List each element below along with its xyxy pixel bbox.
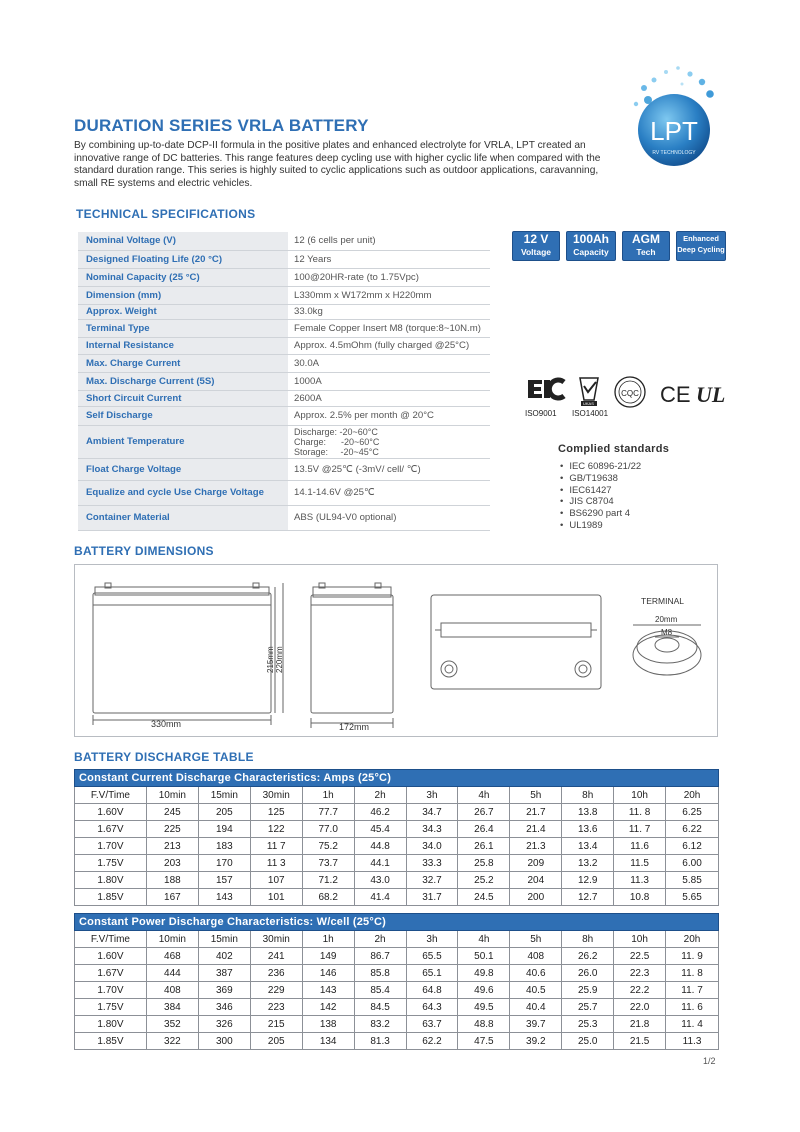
table-cell: 11.6 (614, 838, 666, 855)
table-cell: 83.2 (354, 1016, 406, 1033)
table-cell: 26.1 (458, 838, 510, 855)
table-cell: 25.3 (562, 1016, 614, 1033)
terminal-inner-label: M8 (661, 628, 673, 637)
table-cell: 10.8 (614, 889, 666, 906)
table-cell: 138 (302, 1016, 354, 1033)
table-cell: 43.0 (354, 872, 406, 889)
spec-value: L330mm x W172mm x H220mm (288, 286, 490, 304)
table-cell: 6.25 (666, 804, 719, 821)
spec-key: Float Charge Voltage (78, 458, 288, 480)
table-cell: 45.4 (354, 821, 406, 838)
table-cell: 85.8 (354, 965, 406, 982)
height1-label: 215mm (266, 646, 275, 673)
table-cell: 25.0 (562, 1033, 614, 1050)
table-cell: 1.85V (75, 889, 147, 906)
badge-value: 100Ah (572, 232, 610, 246)
column-header: 10h (614, 931, 666, 948)
spec-value: 12 Years (288, 250, 490, 268)
spec-value: Approx. 2.5% per month @ 20°C (288, 406, 490, 425)
certification-logos (520, 372, 730, 420)
table-cell: 1.70V (75, 838, 147, 855)
table-cell: 369 (198, 982, 250, 999)
spec-value: 100@20HR-rate (to 1.75Vpc) (288, 268, 490, 286)
table-cell: 229 (250, 982, 302, 999)
table-cell: 157 (198, 872, 250, 889)
iso9001-icon (525, 380, 564, 418)
table-cell: 34.3 (406, 821, 458, 838)
spec-row (78, 480, 490, 505)
table-cell: 49.8 (458, 965, 510, 982)
spec-row (78, 390, 490, 406)
table-cell: 62.2 (406, 1033, 458, 1050)
ukas-label: UKAS (583, 401, 594, 406)
table-cell: 26.4 (458, 821, 510, 838)
spec-value: Discharge: -20~60°C Charge: -20~60°C Storage: -20~45°C (288, 425, 490, 458)
table-cell: 12.9 (562, 872, 614, 889)
table-row (75, 855, 719, 872)
spec-row (78, 232, 490, 250)
table-cell: 11. 7 (614, 821, 666, 838)
column-header: 5h (510, 931, 562, 948)
spec-key: Approx. Weight (78, 304, 288, 319)
table-cell: 81.3 (354, 1033, 406, 1050)
table-cell: 13.4 (562, 838, 614, 855)
table-cell: 11.5 (614, 855, 666, 872)
table-cell: 22.3 (614, 965, 666, 982)
spec-value: 1000A (288, 372, 490, 390)
spec-key: Max. Discharge Current (5S) (78, 372, 288, 390)
spec-key: Container Material (78, 505, 288, 530)
spec-row (78, 268, 490, 286)
list-item: • UL1989 (560, 520, 641, 532)
table-cell: 13.6 (562, 821, 614, 838)
spec-row (78, 250, 490, 268)
table-cell: 75.2 (302, 838, 354, 855)
table-cell: 236 (250, 965, 302, 982)
table-cell: 402 (198, 948, 250, 965)
list-item: • IEC61427 (560, 485, 641, 497)
badge-value: Enhanced (683, 234, 719, 243)
table-cell: 40.5 (510, 982, 562, 999)
table-cell: 13.2 (562, 855, 614, 872)
lpt-logo (622, 60, 732, 170)
spec-key: Short Circuit Current (78, 390, 288, 406)
table-cell: 64.8 (406, 982, 458, 999)
table-cell: 408 (510, 948, 562, 965)
table-row (75, 1033, 719, 1050)
table-row (75, 804, 719, 821)
spec-key: Designed Floating Life (20 °C) (78, 250, 288, 268)
ul-label: UL (696, 382, 726, 407)
spec-key: Max. Charge Current (78, 354, 288, 372)
table-cell: 24.5 (458, 889, 510, 906)
ul-mark-icon (696, 382, 725, 407)
iso9001-label: ISO9001 (525, 409, 557, 418)
spec-key: Internal Resistance (78, 337, 288, 354)
voltage-badge (512, 231, 560, 261)
list-item: • JIS C8704 (560, 496, 641, 508)
table-cell: 77.7 (302, 804, 354, 821)
spec-row (78, 505, 490, 530)
deep-cycling-badge (676, 231, 726, 261)
list-item: • IEC 60896-21/22 (560, 461, 641, 473)
badge-value: 12 V (523, 232, 549, 246)
table-cell: 77.0 (302, 821, 354, 838)
badge-label: Voltage (520, 247, 552, 257)
ce-label: CE (660, 382, 691, 407)
column-header: 2h (354, 787, 406, 804)
table-cell: 31.7 (406, 889, 458, 906)
table-cell: 50.1 (458, 948, 510, 965)
table-row (75, 999, 719, 1016)
table-cell: 65.5 (406, 948, 458, 965)
column-header: 20h (666, 787, 719, 804)
table-cell: 39.2 (510, 1033, 562, 1050)
spec-table (78, 232, 490, 531)
badge-label: Capacity (573, 247, 609, 257)
table-row (75, 965, 719, 982)
table-cell: 167 (146, 889, 198, 906)
standards-list (560, 461, 641, 532)
column-header: 1h (302, 787, 354, 804)
table-cell: 204 (510, 872, 562, 889)
table-cell: 1.60V (75, 948, 147, 965)
table-cell: 142 (302, 999, 354, 1016)
table-cell: 25.9 (562, 982, 614, 999)
spec-row (78, 337, 490, 354)
table-cell: 134 (302, 1033, 354, 1050)
column-header: 10min (146, 787, 198, 804)
badge-label: Deep Cycling (677, 245, 725, 254)
table-cell: 41.4 (354, 889, 406, 906)
table-cell: 21.7 (510, 804, 562, 821)
table-cell: 170 (198, 855, 250, 872)
table-cell: 26.2 (562, 948, 614, 965)
table-cell: 209 (510, 855, 562, 872)
table-cell: 194 (198, 821, 250, 838)
table-header-row (75, 787, 719, 804)
table-cell: 11 7 (250, 838, 302, 855)
column-header: 10h (614, 787, 666, 804)
table-header-row (75, 931, 719, 948)
table-cell: 122 (250, 821, 302, 838)
table-cell: 85.4 (354, 982, 406, 999)
table-cell: 39.7 (510, 1016, 562, 1033)
battery-dimensions-heading: BATTERY DIMENSIONS (74, 544, 214, 558)
table-cell: 225 (146, 821, 198, 838)
spec-value: 13.5V @25℃ (-3mV/ cell/ ℃) (288, 458, 490, 480)
table-cell: 188 (146, 872, 198, 889)
spec-value: 30.0A (288, 354, 490, 372)
agm-badge (622, 231, 670, 261)
column-header: 20h (666, 931, 719, 948)
spec-row (78, 319, 490, 337)
table-cell: 22.2 (614, 982, 666, 999)
dimension-drawing-box (74, 564, 718, 737)
table-row (75, 838, 719, 855)
table-cell: 40.6 (510, 965, 562, 982)
spec-value: ABS (UL94-V0 optional) (288, 505, 490, 530)
table-cell: 26.0 (562, 965, 614, 982)
table-cell: 11 3 (250, 855, 302, 872)
spec-key: Nominal Voltage (V) (78, 232, 288, 250)
tech-spec-heading: TECHNICAL SPECIFICATIONS (76, 207, 256, 221)
table-cell: 352 (146, 1016, 198, 1033)
column-header: 30min (250, 931, 302, 948)
ce-mark-icon (660, 382, 691, 407)
table-cell: 12.7 (562, 889, 614, 906)
capacity-badge (566, 231, 616, 261)
table-cell: 468 (146, 948, 198, 965)
height2-label: 220mm (275, 646, 284, 673)
table-cell: 326 (198, 1016, 250, 1033)
iso14001-label: ISO14001 (572, 409, 609, 418)
table-cell: 26.7 (458, 804, 510, 821)
table-cell: 21.8 (614, 1016, 666, 1033)
table-cell: 205 (250, 1033, 302, 1050)
table-cell: 1.80V (75, 1016, 147, 1033)
table-cell: 1.67V (75, 965, 147, 982)
badge-value: AGM (632, 232, 660, 246)
complied-standards-heading: Complied standards (558, 443, 670, 455)
column-header: 15min (198, 787, 250, 804)
column-header: 4h (458, 931, 510, 948)
side-view (311, 583, 393, 728)
page-number: 1/2 (703, 1056, 716, 1066)
spec-value: 12 (6 cells per unit) (288, 232, 490, 250)
table-cell: 25.2 (458, 872, 510, 889)
spec-row (78, 286, 490, 304)
cqc-icon (615, 377, 645, 407)
intro-paragraph: By combining up-to-date DCP-II formula in the positive plates and enhanced electrolyte for VRLA, LPT created an innovative range of DC batteries. This range features deep cycling use with higher cyclic life when compared with the standard duration range. This series is highly suited to cyclic applications such as outdoor applications, caravanning, small RE systems and electric vehicles. (74, 140, 601, 189)
logo-subtext: RV TECHNOLOGY (652, 150, 696, 156)
table-cell: 21.4 (510, 821, 562, 838)
terminal-label: TERMINAL (641, 596, 684, 606)
spec-row (78, 304, 490, 319)
table-cell: 32.7 (406, 872, 458, 889)
spec-row (78, 406, 490, 425)
table-cell: 22.5 (614, 948, 666, 965)
constant-power-table (74, 913, 719, 1050)
table-cell: 107 (250, 872, 302, 889)
table-cell: 213 (146, 838, 198, 855)
table-cell: 25.7 (562, 999, 614, 1016)
table-cell: 322 (146, 1033, 198, 1050)
spec-key: Ambient Temperature (78, 425, 288, 458)
table-cell: 384 (146, 999, 198, 1016)
table-cell: 34.7 (406, 804, 458, 821)
table-cell: 245 (146, 804, 198, 821)
table-cell: 33.3 (406, 855, 458, 872)
spec-row (78, 425, 490, 458)
table-cell: 387 (198, 965, 250, 982)
column-header: 1h (302, 931, 354, 948)
table-cell: 11.3 (666, 1033, 719, 1050)
table-cell: 71.2 (302, 872, 354, 889)
iso14001-icon (572, 378, 609, 418)
table-cell: 6.12 (666, 838, 719, 855)
table-cell: 5.65 (666, 889, 719, 906)
table-cell: 21.5 (614, 1033, 666, 1050)
table-cell: 34.0 (406, 838, 458, 855)
table-cell: 1.80V (75, 872, 147, 889)
table-caption: Constant Power Discharge Characteristics: W/cell (25°C) (75, 914, 719, 931)
table-row (75, 1016, 719, 1033)
table-cell: 65.1 (406, 965, 458, 982)
length-label: 330mm (151, 719, 182, 729)
table-cell: 11. 4 (666, 1016, 719, 1033)
spec-value: 2600A (288, 390, 490, 406)
table-cell: 11. 8 (666, 965, 719, 982)
table-caption: Constant Current Discharge Characteristics: Amps (25°C) (75, 770, 719, 787)
discharge-table-heading: BATTERY DISCHARGE TABLE (74, 750, 254, 764)
spec-row (78, 372, 490, 390)
column-header: 3h (406, 931, 458, 948)
table-cell: 143 (198, 889, 250, 906)
table-cell: 47.5 (458, 1033, 510, 1050)
table-cell: 149 (302, 948, 354, 965)
table-row (75, 948, 719, 965)
column-header: 30min (250, 787, 302, 804)
table-cell: 241 (250, 948, 302, 965)
table-cell: 49.5 (458, 999, 510, 1016)
column-header: 2h (354, 931, 406, 948)
table-cell: 300 (198, 1033, 250, 1050)
spec-value: 14.1-14.6V @25℃ (288, 480, 490, 505)
badge-label: Tech (636, 247, 656, 257)
table-cell: 48.8 (458, 1016, 510, 1033)
page-title: DURATION SERIES VRLA BATTERY (74, 116, 369, 135)
width-label: 172mm (339, 722, 370, 732)
table-cell: 6.00 (666, 855, 719, 872)
spec-row (78, 354, 490, 372)
column-header: 8h (562, 787, 614, 804)
table-cell: 200 (510, 889, 562, 906)
list-item: • BS6290 part 4 (560, 508, 641, 520)
table-cell: 1.70V (75, 982, 147, 999)
table-cell: 11. 7 (666, 982, 719, 999)
table-cell: 1.85V (75, 1033, 147, 1050)
table-cell: 68.2 (302, 889, 354, 906)
column-header: 5h (510, 787, 562, 804)
spec-value: Approx. 4.5mOhm (fully charged @25°C) (288, 337, 490, 354)
table-cell: 84.5 (354, 999, 406, 1016)
table-cell: 444 (146, 965, 198, 982)
logo-text: LPT (650, 116, 698, 146)
table-cell: 203 (146, 855, 198, 872)
table-cell: 223 (250, 999, 302, 1016)
table-cell: 25.8 (458, 855, 510, 872)
table-row (75, 889, 719, 906)
dimension-drawing (75, 565, 719, 738)
cqc-label: CQC (621, 389, 639, 398)
spec-key: Dimension (mm) (78, 286, 288, 304)
spec-value: 33.0kg (288, 304, 490, 319)
table-cell: 46.2 (354, 804, 406, 821)
table-cell: 11.3 (614, 872, 666, 889)
column-header: F.V/Time (75, 787, 147, 804)
terminal-outer-label: 20mm (655, 615, 678, 624)
column-header: 10min (146, 931, 198, 948)
table-cell: 101 (250, 889, 302, 906)
table-cell: 183 (198, 838, 250, 855)
table-cell: 64.3 (406, 999, 458, 1016)
table-cell: 63.7 (406, 1016, 458, 1033)
table-cell: 146 (302, 965, 354, 982)
table-cell: 205 (198, 804, 250, 821)
column-header: 15min (198, 931, 250, 948)
table-cell: 11. 9 (666, 948, 719, 965)
spec-key: Equalize and cycle Use Charge Voltage (78, 480, 288, 505)
column-header: F.V/Time (75, 931, 147, 948)
table-cell: 1.60V (75, 804, 147, 821)
spec-key: Terminal Type (78, 319, 288, 337)
table-cell: 44.1 (354, 855, 406, 872)
table-cell: 22.0 (614, 999, 666, 1016)
table-cell: 125 (250, 804, 302, 821)
table-cell: 40.4 (510, 999, 562, 1016)
table-cell: 408 (146, 982, 198, 999)
front-view (93, 583, 283, 725)
spec-row (78, 458, 490, 480)
table-cell: 346 (198, 999, 250, 1016)
spec-value: Female Copper Insert M8 (torque:8~10N.m) (288, 319, 490, 337)
table-row (75, 821, 719, 838)
spec-key: Nominal Capacity (25 °C) (78, 268, 288, 286)
table-cell: 86.7 (354, 948, 406, 965)
top-view (431, 595, 601, 689)
table-cell: 44.8 (354, 838, 406, 855)
constant-current-table (74, 769, 719, 906)
table-cell: 1.75V (75, 855, 147, 872)
list-item: • GB/T19638 (560, 473, 641, 485)
spec-key: Self Discharge (78, 406, 288, 425)
table-cell: 143 (302, 982, 354, 999)
table-cell: 5.85 (666, 872, 719, 889)
table-cell: 1.67V (75, 821, 147, 838)
table-cell: 73.7 (302, 855, 354, 872)
table-cell: 21.3 (510, 838, 562, 855)
table-row (75, 982, 719, 999)
table-cell: 215 (250, 1016, 302, 1033)
column-header: 4h (458, 787, 510, 804)
column-header: 8h (562, 931, 614, 948)
table-cell: 49.6 (458, 982, 510, 999)
table-cell: 1.75V (75, 999, 147, 1016)
table-cell: 13.8 (562, 804, 614, 821)
column-header: 3h (406, 787, 458, 804)
table-row (75, 872, 719, 889)
table-cell: 11. 8 (614, 804, 666, 821)
table-cell: 11. 6 (666, 999, 719, 1016)
table-cell: 6.22 (666, 821, 719, 838)
